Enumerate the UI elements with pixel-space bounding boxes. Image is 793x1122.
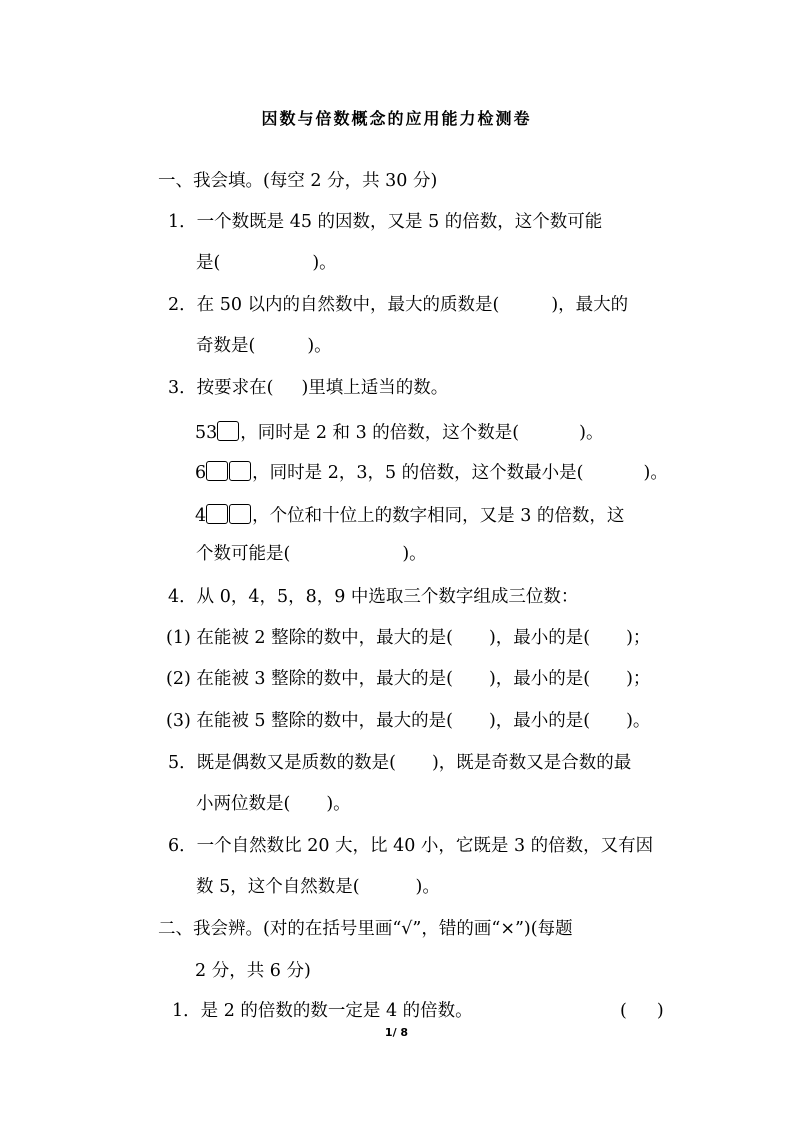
q3-l2-prefix: 6 bbox=[195, 463, 207, 483]
q4-part3 bbox=[166, 710, 650, 732]
section1-heading: 一、我会填。(每空 2 分，共 30 分) bbox=[158, 171, 438, 191]
q6-text-b: )。 bbox=[415, 877, 440, 897]
q3-l2-close: )。 bbox=[643, 463, 668, 483]
digit-box[interactable] bbox=[206, 504, 228, 524]
q5-text-b: )，既是奇数又是合数的最 bbox=[431, 753, 632, 773]
q2-text-b: )，最大的 bbox=[551, 295, 629, 315]
q2-line2 bbox=[196, 335, 332, 357]
q4-p2-text-c: )； bbox=[626, 669, 651, 689]
page-number: 1/ 8 bbox=[384, 1026, 409, 1039]
q2-line1 bbox=[168, 294, 628, 316]
q2-text-d: )。 bbox=[307, 336, 332, 356]
s2-q1-text: 1．是 2 的倍数的数一定是 4 的倍数。 bbox=[172, 1001, 473, 1021]
q3-l4-close: )。 bbox=[402, 544, 427, 564]
q1-answer-open: 是( bbox=[196, 253, 221, 273]
q2-text-c: 奇数是( bbox=[196, 336, 256, 356]
s2-q1-answer-paren[interactable] bbox=[620, 1000, 664, 1022]
q1-line1: 1．一个数既是 45 的因数，又是 5 的倍数，这个数可能 bbox=[168, 212, 603, 232]
s2-q1-paren-open: ( bbox=[620, 1001, 627, 1021]
q3-line5 bbox=[196, 543, 427, 565]
section2-heading-line2: 2 分，共 6 分) bbox=[195, 961, 311, 981]
q4-p3-text-b: )，最小的是( bbox=[488, 711, 591, 731]
q4-p1-text-a: (1) 在能被 2 整除的数中，最大的是( bbox=[166, 628, 453, 648]
q4-p1-text-b: )，最小的是( bbox=[488, 628, 591, 648]
q5-text-c: 小两位数是( bbox=[196, 794, 291, 814]
q3-line2 bbox=[195, 421, 603, 444]
section2-heading-line1: 二、我会辨。(对的在括号里画“√”，错的画“×”)(每题 bbox=[158, 919, 573, 939]
q3-l1-text: ，同时是 2 和 3 的倍数，这个数是( bbox=[240, 423, 520, 443]
q4-line1: 4．从 0，4，5，8，9 中选取三个数字组成三位数： bbox=[168, 587, 579, 607]
q6-line1: 6．一个自然数比 20 大，比 40 小，它既是 3 的倍数，又有因 bbox=[168, 836, 654, 856]
digit-box[interactable] bbox=[229, 504, 251, 524]
digit-box[interactable] bbox=[206, 461, 228, 481]
q4-p3-text-a: (3) 在能被 5 整除的数中，最大的是( bbox=[166, 711, 453, 731]
q4-p3-text-c: )。 bbox=[626, 711, 651, 731]
q3-line4 bbox=[195, 504, 624, 527]
q5-line1 bbox=[168, 752, 631, 774]
q5-line2 bbox=[196, 793, 351, 815]
q6-text-a: 数 5，这个自然数是( bbox=[196, 877, 360, 897]
q3-l2-text: ，同时是 2，3，5 的倍数，这个数最小是( bbox=[252, 463, 584, 483]
page-title: 因数与倍数概念的应用能力检测卷 bbox=[261, 109, 532, 128]
q4-p2-text-b: )，最小的是( bbox=[488, 669, 591, 689]
q3-line1 bbox=[168, 377, 448, 399]
q3-l1-close: )。 bbox=[579, 423, 604, 443]
q3-l4-text: 个数可能是( bbox=[196, 544, 291, 564]
q3-l3-prefix: 4 bbox=[195, 506, 207, 526]
q4-part1 bbox=[166, 627, 650, 649]
q4-p1-text-c: )； bbox=[626, 628, 651, 648]
q6-line2 bbox=[196, 876, 440, 898]
q4-p2-text-a: (2) 在能被 3 整除的数中，最大的是( bbox=[166, 669, 453, 689]
digit-box[interactable] bbox=[217, 421, 239, 441]
q3-text-a: 3．按要求在( bbox=[168, 378, 274, 398]
q3-text-b: )里填上适当的数。 bbox=[301, 378, 449, 398]
digit-box[interactable] bbox=[229, 461, 251, 481]
q4-part2 bbox=[166, 668, 650, 690]
q3-l1-prefix: 53 bbox=[195, 423, 218, 443]
q3-line3 bbox=[195, 461, 668, 484]
s2-q1-paren-close: ) bbox=[656, 1001, 664, 1021]
q1-line2 bbox=[196, 252, 337, 274]
q3-l3-text: ，个位和十位上的数字相同，又是 3 的倍数，这 bbox=[252, 506, 625, 526]
q5-text-d: )。 bbox=[326, 794, 351, 814]
q1-answer-close: )。 bbox=[312, 253, 337, 273]
q2-text-a: 2．在 50 以内的自然数中，最大的质数是( bbox=[168, 295, 500, 315]
q5-text-a: 5．既是偶数又是质数的数是( bbox=[168, 753, 396, 773]
